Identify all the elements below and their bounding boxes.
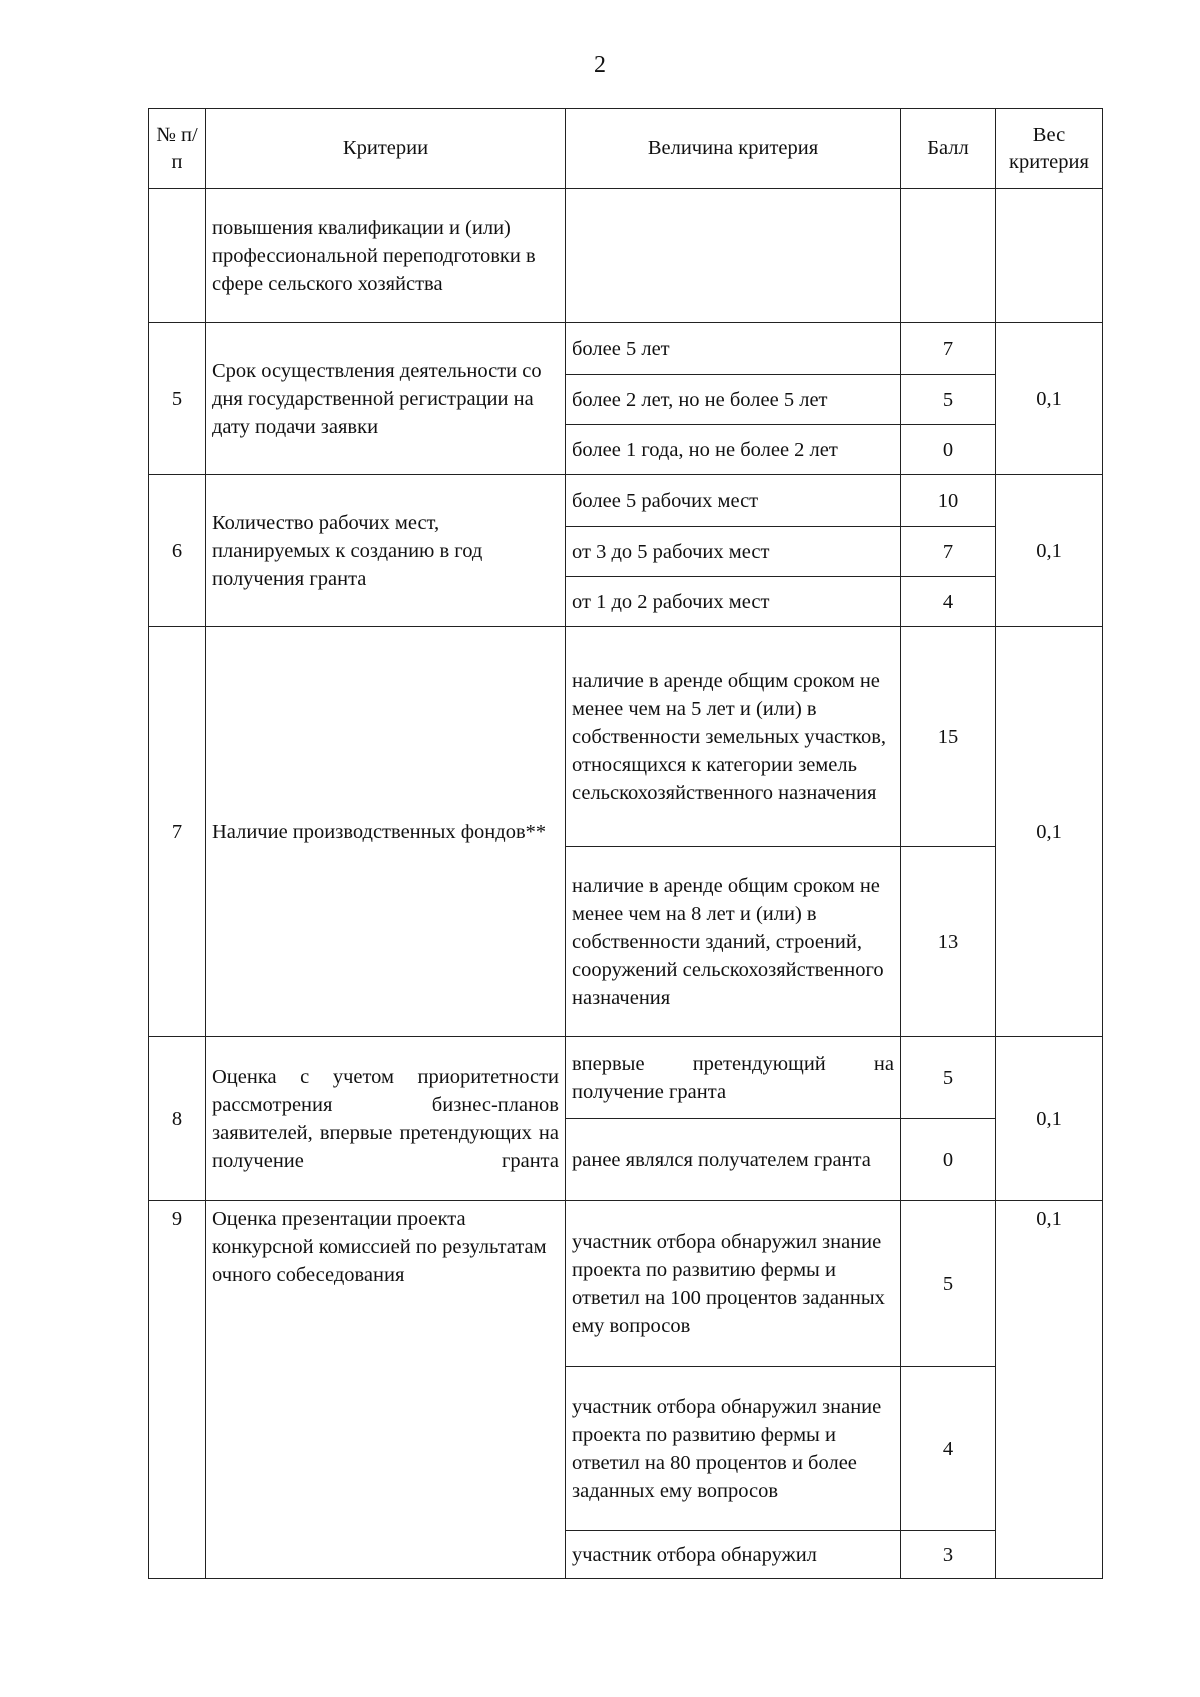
row-value: от 3 до 5 рабочих мест xyxy=(566,527,901,577)
criteria-table xyxy=(148,108,1103,1579)
row-num: 8 xyxy=(149,1037,206,1201)
row-score: 4 xyxy=(901,1367,996,1531)
row-score: 15 xyxy=(901,627,996,847)
row-score: 0 xyxy=(901,1119,996,1201)
page-number: 2 xyxy=(594,52,606,78)
header-criteria: Критерии xyxy=(206,109,566,189)
row-score: 7 xyxy=(901,527,996,577)
row-num: 9 xyxy=(149,1201,206,1579)
row-score: 5 xyxy=(901,375,996,425)
row-value: более 2 лет, но не более 5 лет xyxy=(566,375,901,425)
row-criteria: Оценка с учетом приоритетности рассмотрения бизнес-планов заявителей, впервые претендующих на получение гранта xyxy=(206,1037,566,1201)
row-value: наличие в аренде общим сроком не менее чем на 8 лет и (или) в собственности зданий, строений, сооружений сельскохозяйственного назначения xyxy=(566,847,901,1037)
header-score: Балл xyxy=(901,109,996,189)
row-score xyxy=(901,189,996,323)
header-num: № п/п xyxy=(149,109,206,189)
row-weight: 0,1 xyxy=(996,1201,1103,1579)
row-num: 5 xyxy=(149,323,206,475)
row-value: от 1 до 2 рабочих мест xyxy=(566,577,901,627)
row-value: более 5 лет xyxy=(566,323,901,375)
row-criteria: повышения квалификации и (или) профессиональной переподготовки в сфере сельского хозяйства xyxy=(206,189,566,323)
row-weight: 0,1 xyxy=(996,627,1103,1037)
row-value xyxy=(566,189,901,323)
row-weight: 0,1 xyxy=(996,1037,1103,1201)
table-row xyxy=(149,1201,1103,1367)
row-weight xyxy=(996,189,1103,323)
table-row xyxy=(149,475,1103,527)
row-num xyxy=(149,189,206,323)
table-row xyxy=(149,189,1103,323)
row-value: ранее являлся получателем гранта xyxy=(566,1119,901,1201)
row-score: 5 xyxy=(901,1201,996,1367)
row-value: впервые претендующий на получение гранта xyxy=(566,1037,901,1119)
row-criteria: Количество рабочих мест, планируемых к созданию в год получения гранта xyxy=(206,475,566,627)
row-weight: 0,1 xyxy=(996,475,1103,627)
row-score: 10 xyxy=(901,475,996,527)
table-header-row xyxy=(149,109,1103,189)
row-value: участник отбора обнаружил знание проекта по развитию фермы и ответил на 100 процентов заданных ему вопросов xyxy=(566,1201,901,1367)
row-value: более 5 рабочих мест xyxy=(566,475,901,527)
row-criteria: Срок осуществления деятельности со дня государственной регистрации на дату подачи заявки xyxy=(206,323,566,475)
row-score: 5 xyxy=(901,1037,996,1119)
row-criteria: Оценка презентации проекта конкурсной комиссией по результатам очного собеседования xyxy=(206,1201,566,1579)
row-value: участник отбора обнаружил xyxy=(566,1531,901,1579)
row-num: 7 xyxy=(149,627,206,1037)
row-score: 7 xyxy=(901,323,996,375)
row-criteria: Наличие производственных фондов** xyxy=(206,627,566,1037)
row-value: участник отбора обнаружил знание проекта по развитию фермы и ответил на 80 процентов и более заданных ему вопросов xyxy=(566,1367,901,1531)
row-score: 3 xyxy=(901,1531,996,1579)
table-row xyxy=(149,323,1103,375)
table-row xyxy=(149,627,1103,847)
header-weight: Вес критерия xyxy=(996,109,1103,189)
row-weight: 0,1 xyxy=(996,323,1103,475)
row-score: 13 xyxy=(901,847,996,1037)
table-row xyxy=(149,1037,1103,1119)
row-value: наличие в аренде общим сроком не менее чем на 5 лет и (или) в собственности земельных участков, относящихся к категории земель сельскохозяйственного назначения xyxy=(566,627,901,847)
row-num: 6 xyxy=(149,475,206,627)
row-score: 4 xyxy=(901,577,996,627)
header-value: Величина критерия xyxy=(566,109,901,189)
row-value: более 1 года, но не более 2 лет xyxy=(566,425,901,475)
row-score: 0 xyxy=(901,425,996,475)
